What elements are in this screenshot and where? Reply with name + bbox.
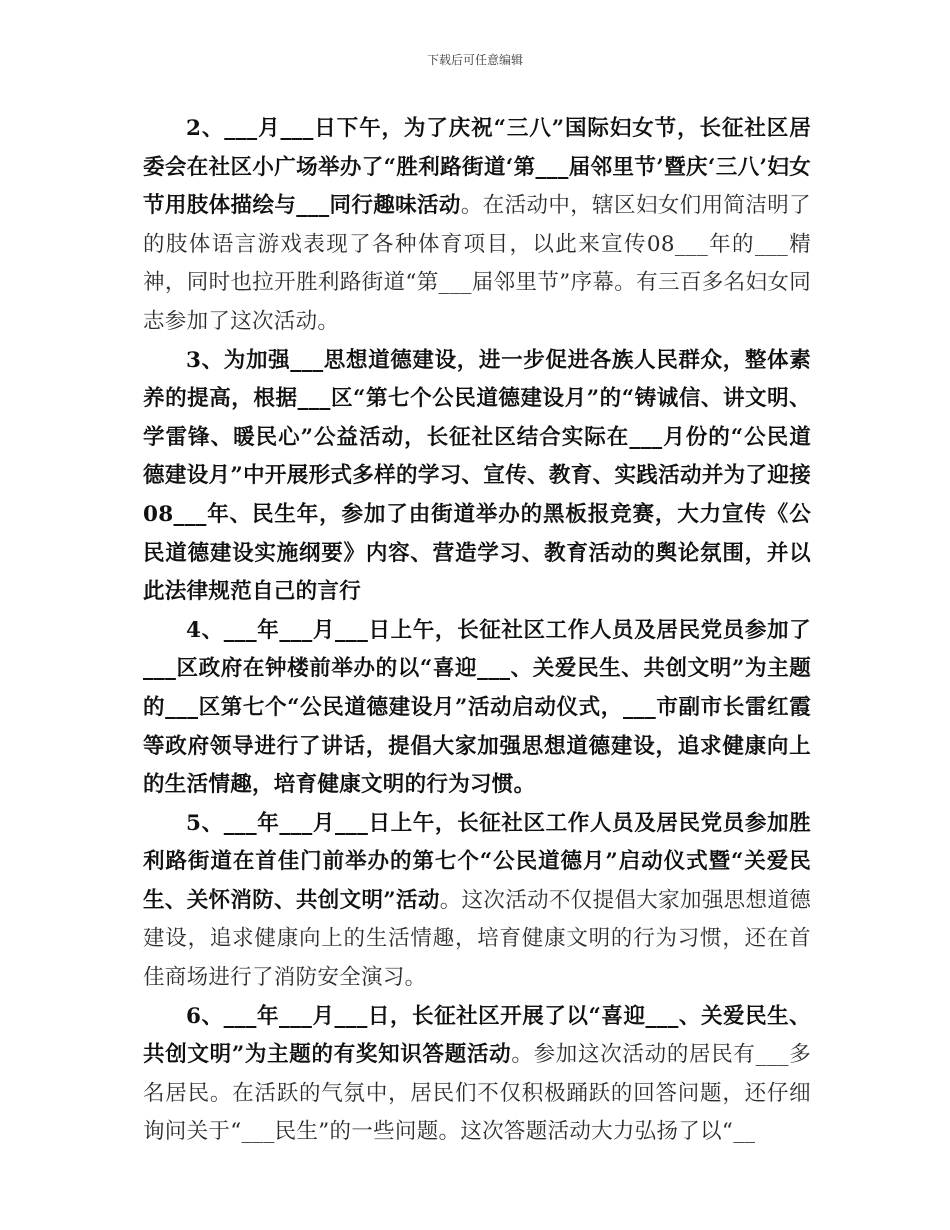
paragraph-2-bold-text: 2、___月___日下午，为了庆祝“三八”国际妇女节，长征社区居委会在社区小广场举办了“胜利路街道‘第___届邻里节’暨庆‘三八’妇女节用肢体描绘与___同行趣味活动 — [143, 116, 811, 219]
paragraph-2-normal-text: 。在活动中，辖区妇女们用简洁明了的肢体语言游戏表现了各种体育项目，以此来宣传08___年的___精神，同时也拉开胜利路街道“第___届邻里节”序幕。有三百多名妇女同志参加了这次活动。 — [143, 193, 811, 334]
paragraph-4 — [143, 612, 811, 805]
paragraph-3-bold-text: 3、为加强___思想道德建设，进一步促进各族人民群众，整体素养的提高，根据___区“第七个公民道德建设月”的“铸诚信、讲文明、学雷锋、暖民心”公益活动，长征社区结合实际在___月份的“公民道德建设月”中开展形式多样的学习、宣传、教育、实践活动并为了迎接08___年、民生年，参加了由街道举办的黑板报竞赛，大力宣传《公民道德建设实施纲要》内容、营造学习、教育活动的舆论氛围，并以此法律规范自己的言行 — [143, 347, 811, 605]
page-header: 下载后可任意编辑 — [426, 53, 523, 67]
paragraph-2 — [143, 110, 811, 342]
paragraph-5-normal-text: 。这次活动不仅提倡大家加强思想道德建设，追求健康向上的生活情趣，培育健康文明的行为习惯，还在首佳商场进行了消防安全演习。 — [143, 887, 811, 991]
paragraph-5-bold-text: 5、___年___月___日上午，长征社区工作人员及居民党员参加胜利路街道在首佳门前举办的第七个“公民道德月”启动仪式暨“关爱民生、关怀消防、共创文明”活动 — [143, 810, 811, 913]
paragraph-4-bold-text: 4、___年___月___日上午，长征社区工作人员及居民党员参加了___区政府在钟楼前举办的以“喜迎___、关爱民生、共创文明”为主题的___区第七个“公民道德建设月”活动启动仪式，___市副市长雷红霞等政府领导进行了讲话，提倡大家加强思想道德建设，追求健康向上的生活情趣，培育健康文明的行为习惯。 — [143, 617, 811, 798]
paragraph-6 — [143, 998, 811, 1152]
paragraph-6-normal-text: 。参加这次活动的居民有___多名居民。在活跃的气氛中，居民们不仅积极踊跃的回答问题，还仔细询问关于“___民生”的一些问题。这次答题活动大力弘扬了以“__ — [143, 1042, 811, 1145]
paragraph-5 — [143, 805, 811, 998]
paragraph-6-bold-text: 6、___年___月___日，长征社区开展了以“喜迎___、关爱民生、共创文明”为主题的有奖知识答题活动 — [143, 1003, 811, 1068]
paragraph-3 — [143, 342, 811, 612]
document-body — [143, 110, 811, 1152]
